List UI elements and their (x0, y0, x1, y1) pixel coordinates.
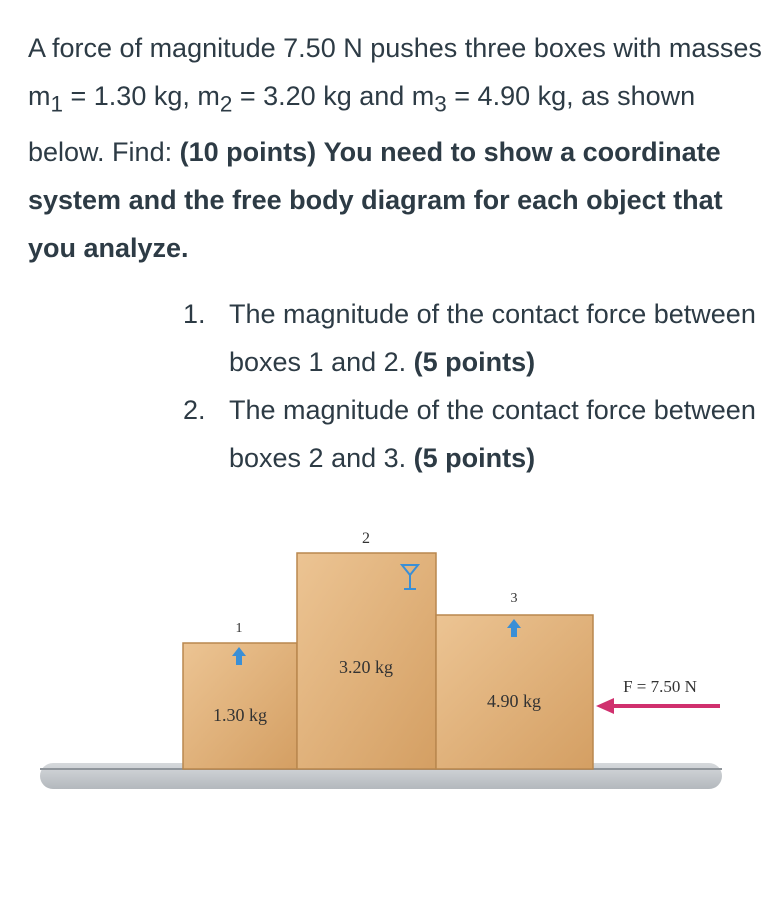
points-total: (10 points) (179, 137, 317, 168)
question-item-1 (183, 290, 763, 386)
m2-subscript: 2 (219, 91, 233, 117)
problem-part3: = 3.20 kg and m (232, 81, 435, 111)
box-1-label: 1 (235, 621, 243, 636)
box-3-mass: 4.90 kg (487, 691, 541, 711)
question-list (183, 290, 763, 482)
box-3-label: 3 (510, 591, 518, 606)
question-points: (5 points) (413, 347, 536, 377)
m1-subscript: 1 (50, 91, 64, 117)
force-label: F = 7.50 N (623, 677, 697, 696)
problem-statement (28, 24, 763, 272)
question-number: 2. (183, 395, 206, 425)
force-arrow (596, 698, 720, 714)
boxes-figure (0, 505, 782, 805)
box-1-mass: 1.30 kg (213, 705, 267, 725)
instruction-text: You need to show a coordinate system and the free body diagram for each object that you analyze. (28, 137, 723, 264)
box-2-mass: 3.20 kg (339, 657, 393, 677)
question-item-2 (183, 386, 763, 482)
problem-intro: A force of magnitude 7.50 N pushes three boxes with masses m (28, 33, 762, 111)
box-2-label: 2 (362, 530, 370, 547)
question-number: 1. (183, 299, 206, 329)
problem-part4: = 4.90 kg, as shown below. Find: (28, 81, 696, 168)
m3-subscript: 3 (434, 91, 447, 117)
question-text: The magnitude of the contact force between boxes 1 and 2. (229, 299, 756, 377)
question-points: (5 points) (413, 443, 536, 473)
problem-part2: = 1.30 kg, m (63, 81, 220, 111)
question-text: The magnitude of the contact force between boxes 2 and 3. (229, 395, 756, 473)
